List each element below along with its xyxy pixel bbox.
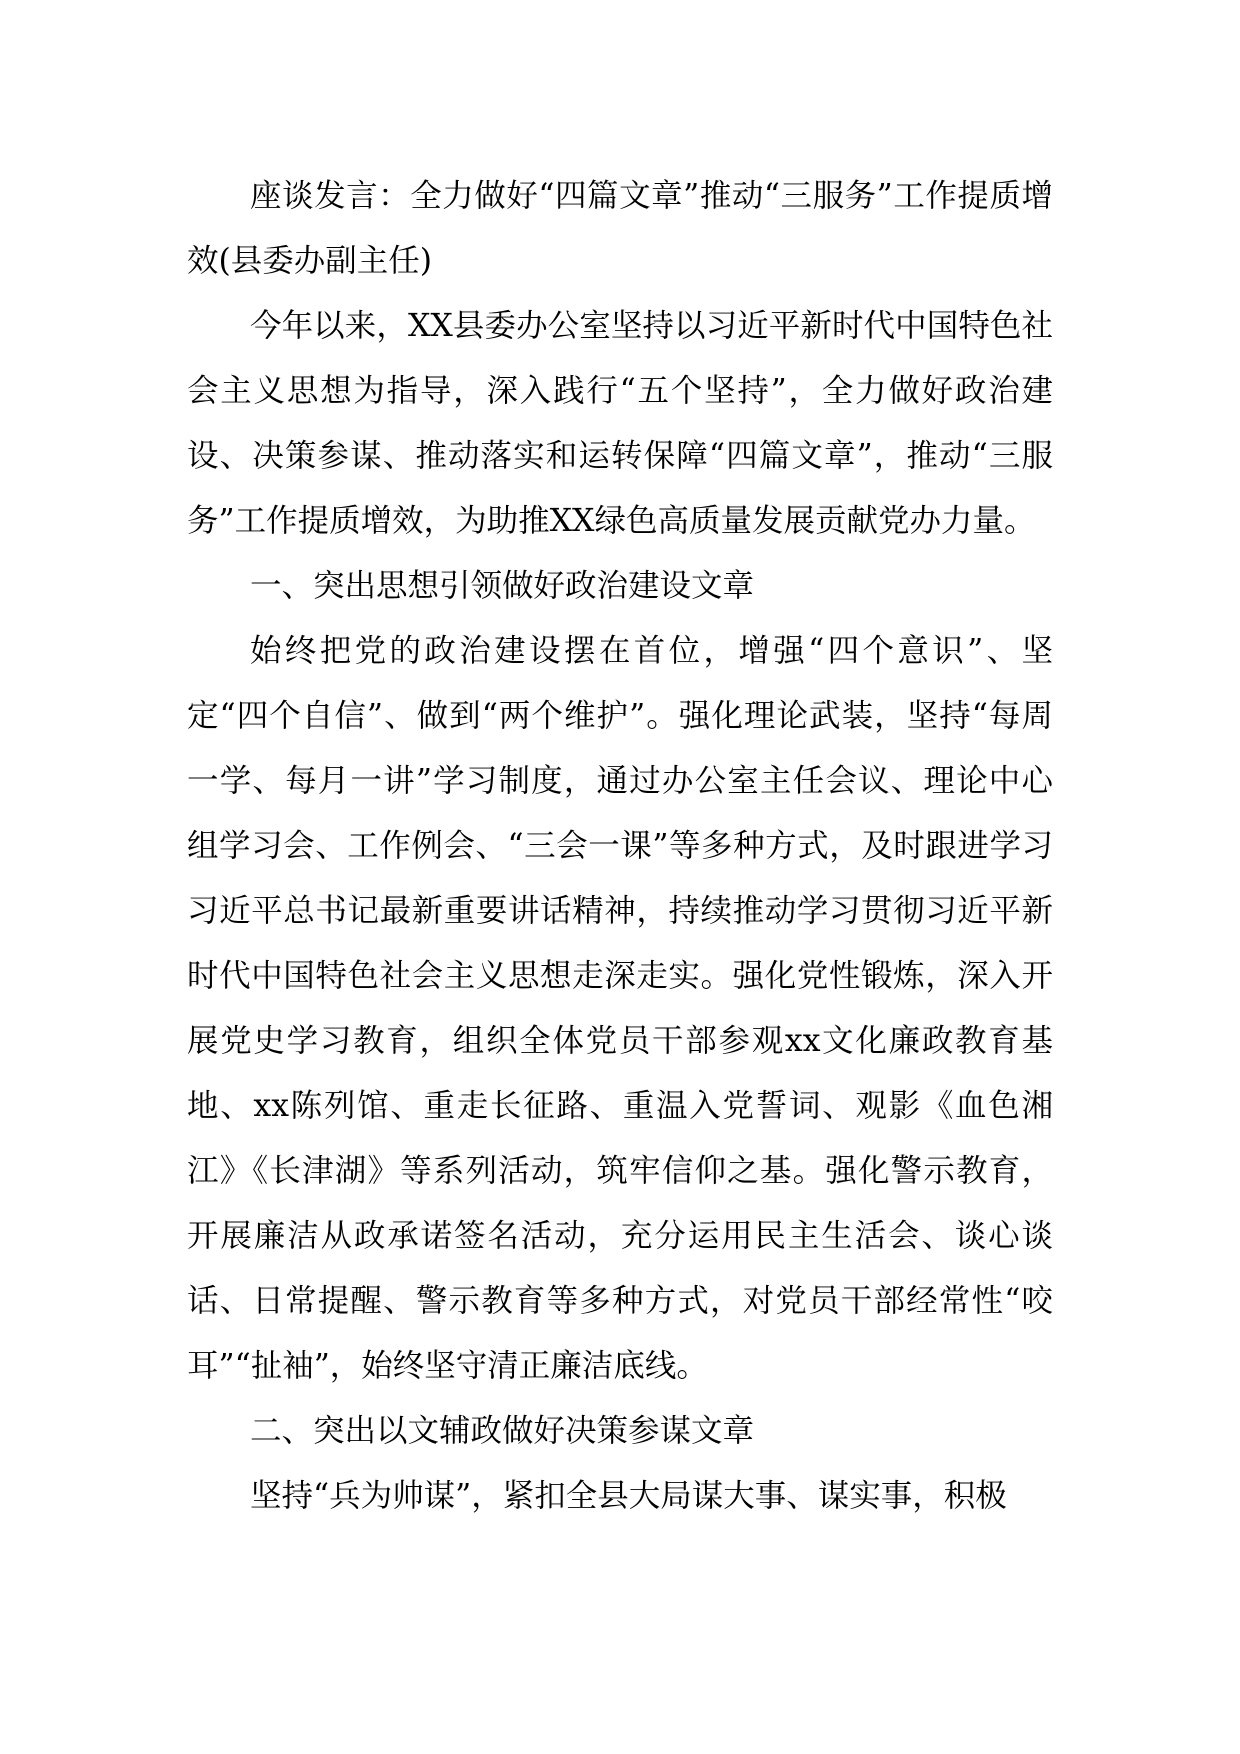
section-heading-2: 二、突出以文辅政做好决策参谋文章 [250,1413,755,1449]
section-2-paragraph: 坚持“兵为帅谋”，紧扣全县大局谋大事、谋实事，积极 [250,1478,1007,1514]
document-title: 座谈发言：全力做好“四篇文章”推动“三服务”工作提质增效(县委办副主任) [187,178,1053,279]
intro-paragraph: 今年以来，XX县委办公室坚持以习近平新时代中国特色社会主义思想为指导，深入践行“五个坚持”，全力做好政治建设、决策参谋、推动落实和运转保障“四篇文章”，推动“三服务”工作提质增效，为助推XX绿色高质量发展贡献党办力量。 [187,308,1053,539]
section-heading-1: 一、突出思想引领做好政治建设文章 [250,568,755,604]
section-1-paragraph: 始终把党的政治建设摆在首位，增强“四个意识”、坚定“四个自信”、做到“两个维护”。强化理论武装，坚持“每周一学、每月一讲”学习制度，通过办公室主任会议、理论中心组学习会、工作例会、“三会一课”等多种方式，及时跟进学习习近平总书记最新重要讲话精神，持续推动学习贯彻习近平新时代中国特色社会主义思想走深走实。强化党性锻炼，深入开展党史学习教育，组织全体党员干部参观xx文化廉政教育基地、xx陈列馆、重走长征路、重温入党誓词、观影《血色湘江》《长津湖》等系列活动，筑牢信仰之基。强化警示教育，开展廉洁从政承诺签名活动，充分运用民主生活会、谈心谈话、日常提醒、警示教育等多种方式，对党员干部经常性“咬耳”“扯袖”，始终坚守清正廉洁底线。 [187,633,1053,1384]
document-body [187,164,1053,1529]
